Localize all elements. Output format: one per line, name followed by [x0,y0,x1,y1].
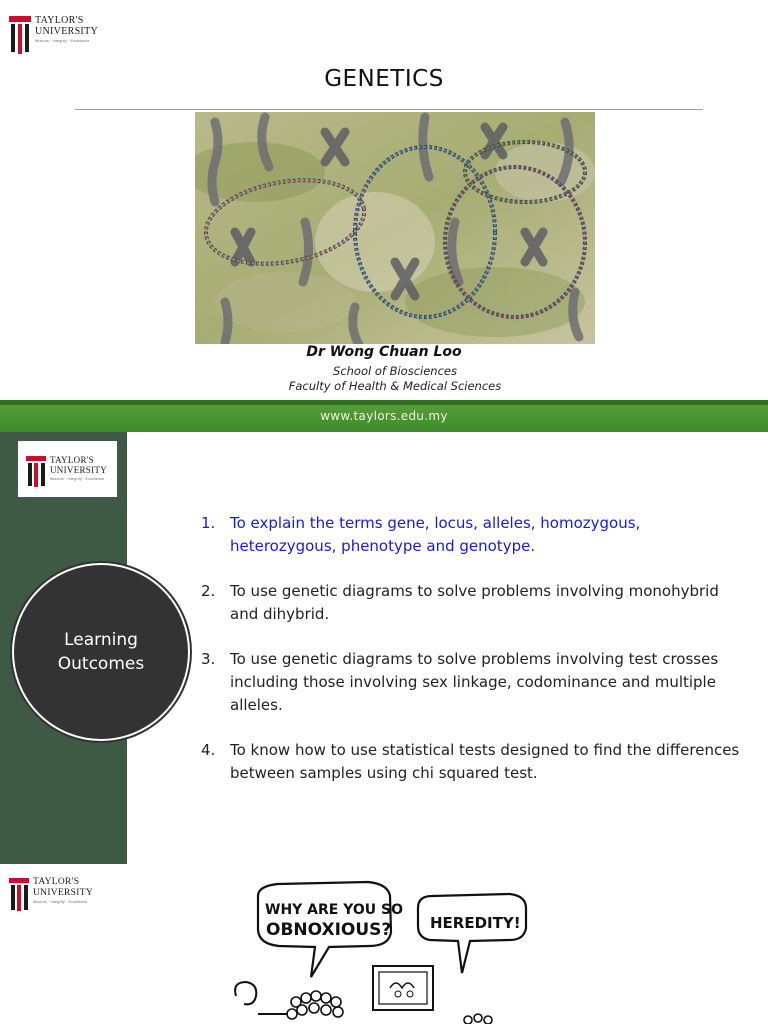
section-label-line1: Learning [64,630,138,650]
taylors-university-logo [9,878,93,910]
outcome-number: 4. [201,741,216,759]
title-divider [75,109,703,110]
list-item [201,648,751,717]
section-label-circle [12,563,190,741]
bubble-left-line2: OBNOXIOUS? [266,920,392,940]
author-name: Dr Wong Chuan Loo [306,344,462,360]
learning-outcomes-slide [0,432,768,864]
logo-tagline: Wisdom · Integrity · Excellence [35,39,90,43]
logo-tagline: Wisdom · Integrity · Excellence [50,477,105,481]
list-item [201,512,751,558]
logo-tagline: Wisdom · Integrity · Excellence [33,900,88,904]
bubble-left-line1: WHY ARE YOU SO [265,902,403,918]
outcomes-list [201,512,751,807]
outcome-number: 2. [201,582,216,600]
bubble-right-text: HEREDITY! [430,914,521,932]
logo-line2: UNIVERSITY [35,26,98,37]
taylors-university-logo [9,16,98,52]
outcome-text: To know how to use statistical tests designed to find the differences between samples using chi squared test. [230,741,740,782]
taylors-crest-icon [26,456,46,486]
taylors-university-logo [26,456,107,486]
outcome-text: To use genetic diagrams to solve problems involving monohybrid and dihybrid. [230,582,719,623]
school-name: School of Biosciences [333,364,457,378]
website-url[interactable]: www.taylors.edu.my [320,409,448,423]
footer-bar [0,400,768,432]
cartoon-slide [0,864,768,1024]
heredity-cartoon [228,864,558,1024]
outcome-text: To explain the terms gene, locus, alleles, homozygous, heterozygous, phenotype and genotype. [230,514,641,555]
chromosome-dna-image [195,112,595,344]
taylors-crest-icon [9,16,31,52]
logo-line1: TAYLOR'S [33,877,80,887]
logo-line1: TAYLOR'S [50,455,94,465]
list-item [201,739,751,785]
slide-title: GENETICS [324,66,444,92]
outcome-number: 1. [201,514,216,532]
logo-line2: UNIVERSITY [33,887,93,898]
list-item [201,580,751,626]
title-slide [0,0,768,432]
taylors-crest-icon [9,878,29,910]
logo-line1: TAYLOR'S [35,15,84,26]
outcome-text: To use genetic diagrams to solve problems involving test crosses including those involving sex linkage, codominance and multiple alleles. [230,650,719,714]
outcome-number: 3. [201,650,216,668]
faculty-name: Faculty of Health & Medical Sciences [288,379,502,393]
section-label-line2: Outcomes [57,654,145,674]
logo-box [18,441,117,497]
logo-line2: UNIVERSITY [50,465,107,475]
